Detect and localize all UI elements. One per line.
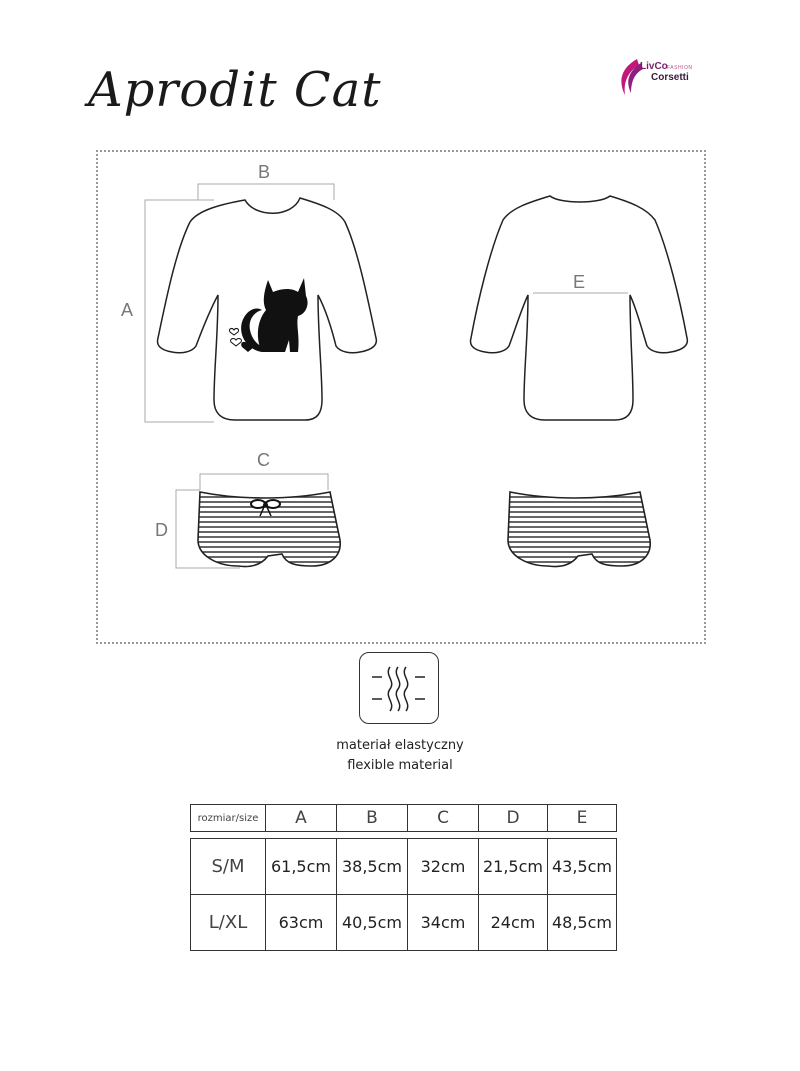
value-cell: 40,5cm bbox=[337, 895, 408, 951]
value-cell: 63cm bbox=[266, 895, 337, 951]
logo-tagline: FASHION bbox=[667, 65, 693, 71]
header-cell-size: rozmiar/size bbox=[191, 805, 266, 832]
size-row-lxl bbox=[191, 895, 617, 951]
size-table bbox=[190, 804, 617, 951]
dimension-label-b: B bbox=[258, 162, 271, 182]
dimension-label-d: D bbox=[155, 520, 168, 540]
value-cell: 43,5cm bbox=[548, 839, 617, 895]
stretch-icon bbox=[359, 652, 439, 724]
bow-icon bbox=[251, 500, 280, 516]
value-cell: 21,5cm bbox=[479, 839, 548, 895]
value-cell: 38,5cm bbox=[337, 839, 408, 895]
size-row-sm bbox=[191, 839, 617, 895]
cat-print-icon bbox=[229, 278, 307, 352]
header-cell-d: D bbox=[479, 805, 548, 832]
measurement-guides bbox=[145, 184, 628, 568]
header-cell-a: A bbox=[266, 805, 337, 832]
logo-brand-top: LivCo bbox=[640, 61, 668, 72]
header-cell-c: C bbox=[408, 805, 479, 832]
header-cell-b: B bbox=[337, 805, 408, 832]
value-cell: 48,5cm bbox=[548, 895, 617, 951]
dimension-label-a: A bbox=[121, 300, 134, 320]
back-shorts bbox=[500, 492, 660, 567]
logo-brand-bottom: Corsetti bbox=[651, 72, 689, 83]
product-title: Aprodit Cat bbox=[88, 62, 382, 118]
size-cell: S/M bbox=[191, 839, 266, 895]
material-english: flexible material bbox=[347, 758, 453, 773]
front-shorts bbox=[190, 492, 350, 567]
size-cell: L/XL bbox=[191, 895, 266, 951]
back-top bbox=[471, 196, 688, 420]
value-cell: 34cm bbox=[408, 895, 479, 951]
dimension-label-c: C bbox=[257, 450, 270, 470]
dimension-label-e: E bbox=[573, 272, 586, 292]
header-cell-e: E bbox=[548, 805, 617, 832]
material-polish: materiał elastyczny bbox=[336, 738, 464, 753]
value-cell: 32cm bbox=[408, 839, 479, 895]
value-cell: 61,5cm bbox=[266, 839, 337, 895]
size-table-header bbox=[191, 805, 617, 832]
value-cell: 24cm bbox=[479, 895, 548, 951]
